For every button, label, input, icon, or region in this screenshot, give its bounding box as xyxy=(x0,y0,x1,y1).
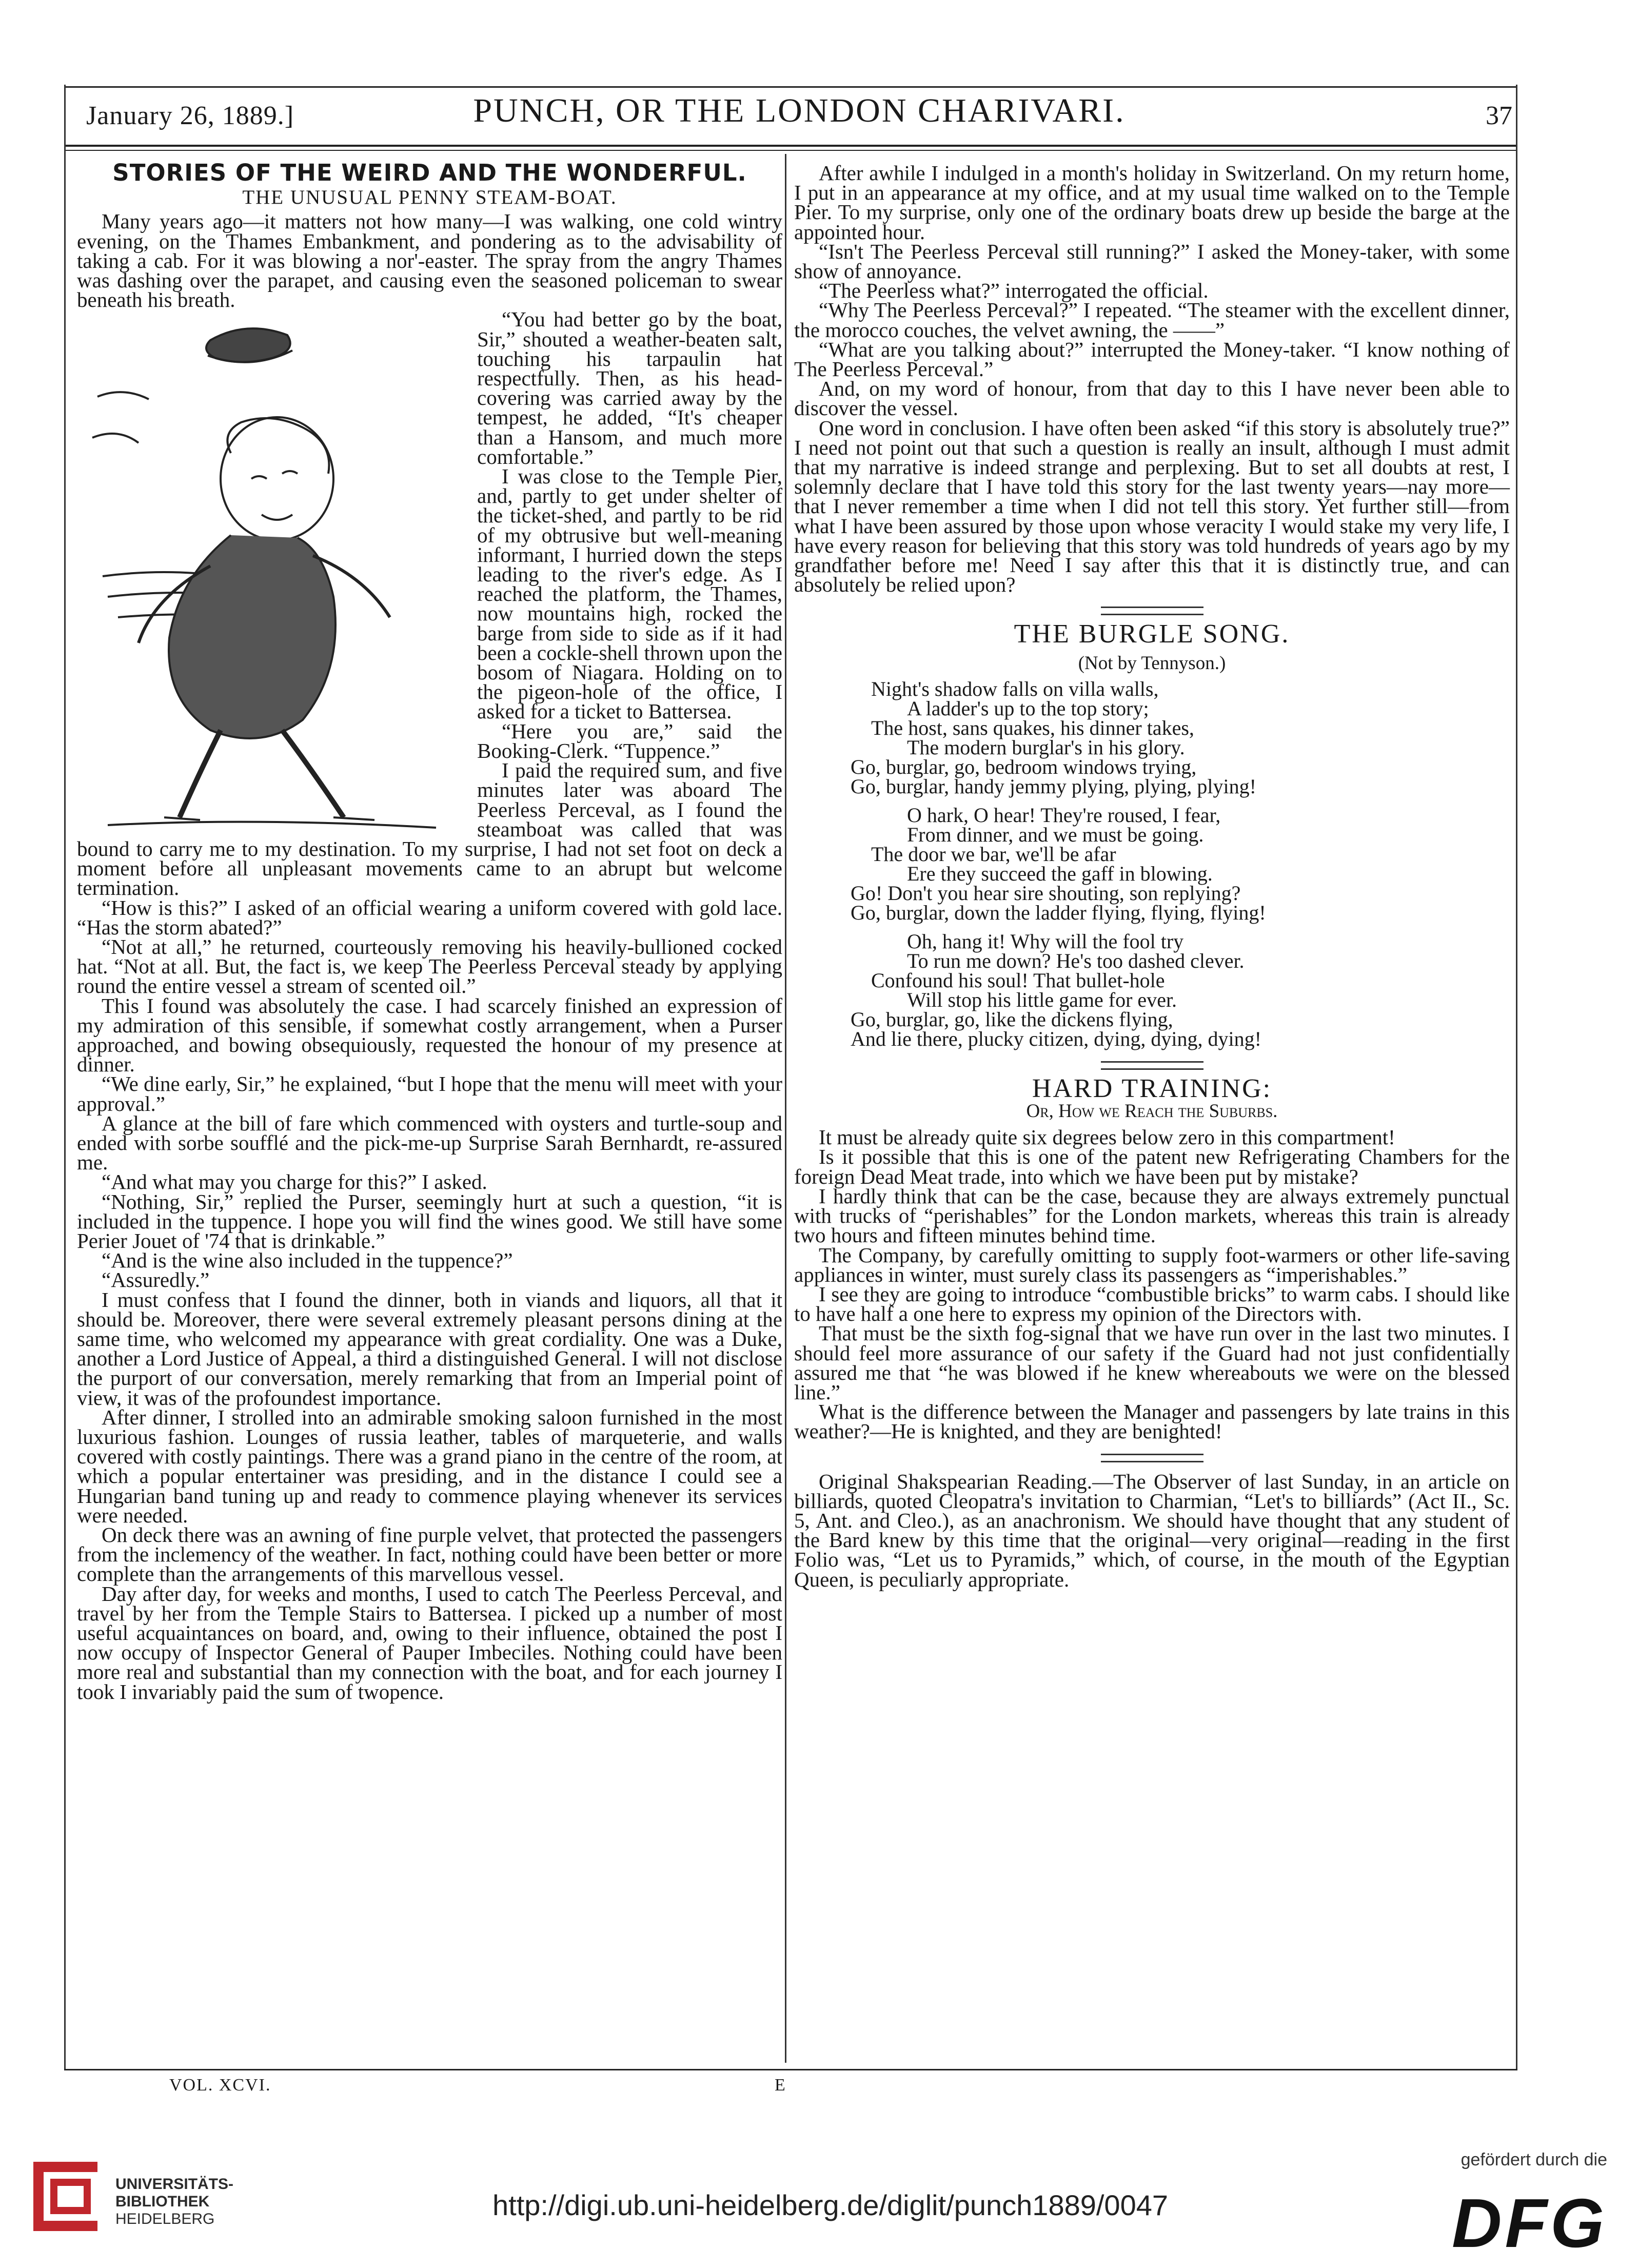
source-url-link[interactable]: http://digi.ub.uni-heidelberg.de/diglit/punch1889/0047 xyxy=(492,2189,1169,2221)
poem-line: Go, burglar, go, like the dickens flying, xyxy=(851,1007,1173,1031)
poem-stanza xyxy=(851,677,1510,798)
story-paragraph: After awhile I indulged in a month's holiday in Switzerland. On my return home, I put in an appearance at my office, and at my usual time walked on to the Temple Pier. To my surprise, only one of the ordinary boats drew up beside the barge at the appointed hour. xyxy=(794,161,1510,244)
training-paragraph: The Company, by carefully omitting to supply foot-warmers or other life-saving appliances in winter, must surely class its passengers as “imperishables.” xyxy=(794,1243,1510,1286)
archive-banner xyxy=(0,2127,1638,2268)
poem-line: Will stop his little game for ever. xyxy=(907,988,1177,1011)
poem-line: Night's shadow falls on villa walls, xyxy=(871,677,1159,700)
story-paragraph: “Isn't The Peerless Perceval still running?” I asked the Money-taker, with some show of annoyance. xyxy=(794,239,1510,283)
story-paragraph: I must confess that I found the dinner, both in viands and liquors, all that it should be. Moreover, there were several extremely pleasant persons dining at the same time, who welcomed my appearance with great cordiality. One was a Duke, another a Lord Justice of Appeal, a third a distinguished General. I will not disclose the purport of our conversation, merely remarking that from an Imperial point of view, it was of the profoundest importance. xyxy=(77,1287,782,1410)
institution-line: HEIDELBERG xyxy=(115,2211,215,2227)
poem-line: Go! Don't you hear sire shouting, son replying? xyxy=(851,881,1241,905)
story-paragraph: Day after day, for weeks and months, I used to catch The Peerless Perceval, and travel by her from the Temple Stairs to Battersea. I picked up a number of most useful acquaintances on board, and, owing to their influence, obtained the post I now occupy of Inspector General of Pauper Imbeciles. Nothing could have been more real and substantial than my connection with the boat, and for each journey I took I invariably paid the sum of twopence. xyxy=(77,1581,782,1704)
story-paragraph: This I found was absolutely the case. I had scarcely finished an expression of my admiration of this sensible, if somewhat costly arrangement, when a Purser approached, and bowing obsequiously, requested the honour of my presence at dinner. xyxy=(77,993,782,1077)
story-paragraph: One word in conclusion. I have often been asked “if this story is absolutely true?” I need not point out that such a question is really an insult, although I must admit that my narrative is indeed strange and perplexing. But to set all doubts at rest, I solemnly declare that I have told this story for the last twenty years—nay more—that I never remember a time when I did not tell this story. Yet further still—from what I have been assured by those upon whose veracity I would stake my very life, I have every reason for believing that this story was told hundreds of years ago by my grandfather before me! Need I say after this that it is distinctly true, and can absolutely be relied upon? xyxy=(794,416,1510,597)
story-paragraph: And, on my word of honour, from that day to this I have never been able to discover the vessel. xyxy=(794,377,1510,420)
story-paragraph: “Not at all,” he returned, courteously removing his heavily-bullioned cocked hat. “Not at all. But, the fact is, we keep The Peerless Perceval steady by applying round the entire vessel a stream of scented oil.” xyxy=(77,934,782,998)
header-rule xyxy=(64,86,1517,88)
section-separator xyxy=(1101,607,1203,615)
poem-line: The door we bar, we'll be afar xyxy=(871,842,1116,866)
story-paragraph: “Assuredly.” xyxy=(102,1268,210,1292)
university-library-name xyxy=(115,2176,233,2228)
column-divider xyxy=(785,154,786,2063)
section-separator xyxy=(1101,1061,1203,1070)
sailor-illustration xyxy=(77,309,467,833)
training-paragraph: I see they are going to introduce “combustible bricks” to warm cabs. I should like to have half a one here to express my opinion of the Directors with. xyxy=(794,1282,1510,1326)
story-paragraph: “Nothing, Sir,” replied the Purser, seemingly hurt at such a question, “it is included in the tuppence. I hope you will find the wines good. We still have some Perier Jouet of '74 that is drinkable.” xyxy=(77,1189,782,1253)
story-paragraph: “Why The Peerless Perceval?” I repeated. “The steamer with the excellent dinner, the morocco couches, the velvet awning, the ——” xyxy=(794,298,1510,342)
training-title: HARD TRAINING: xyxy=(1032,1073,1272,1103)
poem-stanza xyxy=(851,803,1510,924)
running-head xyxy=(86,91,1512,138)
poem-line: The host, sans quakes, his dinner takes, xyxy=(871,716,1194,739)
story-paragraph: “How is this?” I asked of an official wearing a uniform covered with gold lace. “Has the storm abated?” xyxy=(77,895,782,939)
story-paragraph: A glance at the bill of fare which commenced with oysters and turtle-soup and ended with sorbe soufflé and the pick-me-up Surprise Sarah Bernhardt, re-assured me. xyxy=(77,1111,782,1175)
story-paragraph: “Here you are,” said the Booking-Clerk. “Tuppence.” xyxy=(477,719,782,762)
story-paragraph: “And is the wine also included in the tuppence?” xyxy=(102,1248,513,1273)
poem-line: Ere they succeed the gaff in blowing. xyxy=(907,862,1213,885)
story-paragraph: I paid the required sum, and five minutes later was aboard The Peerless Perceval, as I found the steamboat was called that was bound to carry me to my destination. To my surprise, I had not set foot on deck a moment before all unpleasant movements came to an abrupt but welcome termination. xyxy=(77,758,782,900)
poem-line: The modern burglar's in his glory. xyxy=(907,735,1185,759)
story-paragraph: I was close to the Temple Pier, and, partly to get under shelter of the ticket-shed, and partly to be rid of my obtrusive but well-meaning informant, I hurried down the steps leading to the river's edge. As I reached the platform, the Thames, now mountains high, rocked the barge from side to side as if it had been a cockle-shell thrown upon the bosom of Niagara. Holding on to the pigeon-hole of the office, I asked for a ticket to Battersea. xyxy=(477,464,782,724)
training-paragraph: It must be already quite six degrees below zero in this compartment! xyxy=(819,1125,1395,1149)
shakspearian-note: Original Shakspearian Reading.—The Observer of last Sunday, in an article on billiards, quoted Cleopatra's invitation to Charmian, “Let's to billiards” (Act II., Sc. 5, Ant. and Cleo.), as an anachronism. We should have thought that any student of the Bard knew by this time that the original—very original—reading in the first Folio was, “Let us to Pyramids,” which, of course, in the mouth of the Egyptian Queen, is peculiarly appropriate. xyxy=(794,1469,1510,1591)
page-number: 37 xyxy=(1486,101,1512,130)
training-paragraph: What is the difference between the Manager and passengers by late trains in this weather?—He is knighted, and they are benighted! xyxy=(794,1400,1510,1443)
poem-body xyxy=(851,677,1510,1050)
poem-line: Go, burglar, handy jemmy plying, plying, plying! xyxy=(851,774,1256,798)
story-paragraph: After dinner, I strolled into an admirable smoking saloon furnished in the most luxurious fashion. Lounges of russia leather, tables of marqueterie, and walls covered with costly paintings. There was a grand piano in the centre of the room, at which a popular entertainer was presiding, and in the distance I could see a Hungarian band tuning up and ready to commence playing whenever its services were needed. xyxy=(77,1405,782,1527)
poem-byline: (Not by Tennyson.) xyxy=(1078,652,1226,674)
institution-line: BIBLIOTHEK xyxy=(115,2193,210,2210)
training-paragraph: Is it possible that this is one of the patent new Refrigerating Chambers for the foreign Dead Meat trade, into which we have been put by mistake? xyxy=(794,1145,1510,1188)
volume-number: VOL. XCVI. xyxy=(169,2076,271,2095)
story-paragraph: “What are you talking about?” interrupted the Money-taker. “I know nothing of The Peerless Perceval.” xyxy=(794,337,1510,381)
story-paragraph: “You had better go by the boat, Sir,” shouted a weather-beaten salt, touching his tarpaulin hat respectfully. Then, as his head-covering was carried away by the tempest, he added, “It's cheaper than a Hansom, and much more comfortable.” xyxy=(477,307,782,468)
signature-mark: E xyxy=(775,2076,785,2095)
publication-title: PUNCH, OR THE LONDON CHARIVARI. xyxy=(473,92,1126,129)
story-paragraph: On deck there was an awning of fine purple velvet, that protected the passengers from the inclemency of the weather. In fact, nothing could have been better or more complete than the arrangements of this marvellous vessel. xyxy=(77,1523,782,1586)
funding-note: gefördert durch die xyxy=(1461,2150,1607,2169)
poem-title: THE BURGLE SONG. xyxy=(1014,619,1290,649)
dfg-logo: DFG xyxy=(1452,2184,1607,2262)
poem-line: O hark, O hear! They're roused, I fear, xyxy=(907,803,1221,827)
poem-stanza xyxy=(851,929,1510,1050)
poem-line: Oh, hang it! Why will the fool try xyxy=(907,929,1184,953)
poem-line: A ladder's up to the top story; xyxy=(907,696,1149,720)
poem-line: To run me down? He's too dashed clever. xyxy=(907,949,1245,972)
story-subheading: THE UNUSUAL PENNY STEAM-BOAT. xyxy=(242,186,617,209)
training-subtitle: Or, How we Reach the Suburbs. xyxy=(1026,1101,1278,1122)
story-paragraph: “And what may you charge for this?” I asked. xyxy=(102,1170,487,1194)
header-rule-lower-thin xyxy=(64,150,1517,151)
header-rule-lower xyxy=(64,145,1517,147)
university-library-logo-icon xyxy=(23,2152,108,2241)
story-paragraph: “The Peerless what?” interrogated the official. xyxy=(819,279,1209,303)
poem-line: Confound his soul! That bullet-hole xyxy=(871,968,1165,992)
issue-date: January 26, 1889.] xyxy=(86,101,294,130)
training-paragraph: I hardly think that can be the case, because they are always extremely punctual with trucks of “perishables” for the London markets, whereas this train is already two hours and fifteen minutes behind time. xyxy=(794,1184,1510,1247)
poem-line: From dinner, and we must be going. xyxy=(907,823,1204,846)
section-separator xyxy=(1101,1454,1203,1462)
frame-right xyxy=(1516,85,1517,2070)
sailor-in-gale-image xyxy=(77,309,467,833)
story-paragraph: “We dine early, Sir,” he explained, “but I hope that the menu will meet with your approval.” xyxy=(77,1072,782,1116)
story-paragraph: Many years ago—it matters not how many—I was walking, one cold wintry evening, on the Thames Embankment, and pondering as to the advisability of taking a cab. For it was blowing a nor'-easter. The spray from the angry Thames was dashing over the parapet, and causing even the seasoned policeman to swear beneath his breath. xyxy=(77,209,782,312)
institution-line: UNIVERSITÄTS- xyxy=(115,2176,234,2193)
poem-line: Go, burglar, go, bedroom windows trying, xyxy=(851,755,1197,778)
poem-line: And lie there, plucky citizen, dying, dying, dying! xyxy=(851,1027,1261,1050)
right-column xyxy=(794,163,1510,1589)
poem-line: Go, burglar, down the ladder flying, flying, flying! xyxy=(851,901,1266,924)
training-paragraph: That must be the sixth fog-signal that we have run over in the last two minutes. I should feel more assurance of our safety if the Guard had not just confidentially assured me that “he was blowed if he knew whereabouts we were on the blessed line.” xyxy=(794,1321,1510,1404)
footer-rule xyxy=(64,2069,1517,2070)
frame-left xyxy=(64,85,66,2070)
left-column xyxy=(77,159,782,1704)
story-heading: STORIES OF THE WEIRD AND THE WONDERFUL. xyxy=(112,159,747,186)
